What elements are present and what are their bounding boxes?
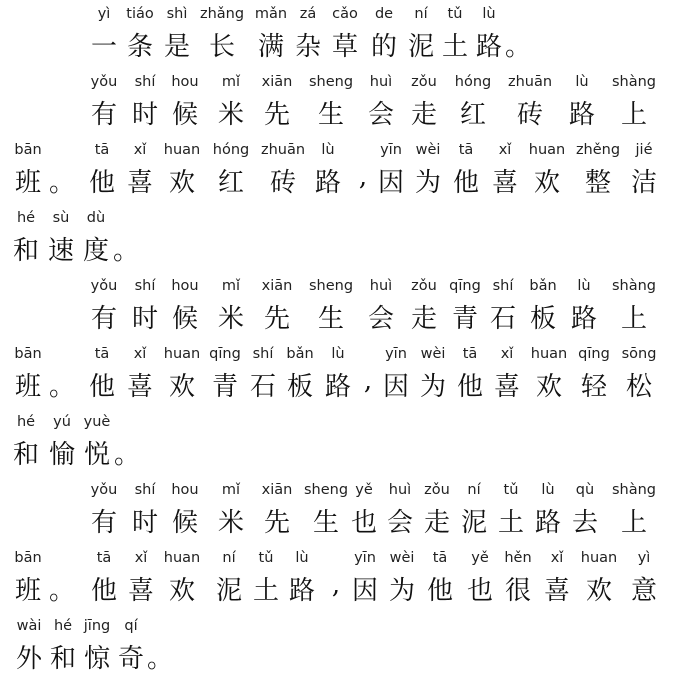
pinyin: bǎn: [529, 278, 557, 294]
hanzi: 为: [414, 168, 442, 198]
hanzi: 路: [475, 32, 503, 62]
pinyin: tǔ: [503, 482, 519, 498]
pinyin: tiáo: [126, 6, 154, 22]
hanzi: 喜: [126, 168, 154, 198]
hanzi: 欢: [168, 576, 196, 606]
pinyin: xǐ: [133, 142, 147, 158]
hanzi: 时: [131, 508, 159, 538]
hanzi: 时: [131, 100, 159, 130]
pinyin: huan: [580, 550, 618, 566]
hanzi: 的: [370, 32, 398, 62]
pinyin: xǐ: [133, 346, 147, 362]
hanzi: 生: [317, 304, 345, 334]
text-line: [0, 550, 675, 618]
hanzi: 泥: [460, 508, 488, 538]
pinyin: lù: [295, 550, 309, 566]
hanzi: 会: [367, 304, 395, 334]
hanzi: 速: [47, 236, 75, 266]
pinyin: lù: [541, 482, 555, 498]
pinyin: shí: [134, 482, 156, 498]
pinyin: xǐ: [134, 550, 148, 566]
pinyin: huan: [163, 346, 201, 362]
pinyin: mǐ: [221, 74, 241, 90]
hanzi: 板: [286, 372, 314, 402]
hanzi: 去: [571, 508, 599, 538]
hanzi: 泥: [215, 576, 243, 606]
hanzi: 路: [568, 100, 596, 130]
pinyin: sheng: [308, 278, 354, 294]
pinyin: tā: [432, 550, 448, 566]
hanzi: 他: [88, 168, 116, 198]
hanzi: 喜: [491, 168, 519, 198]
punctuation: 。: [48, 168, 76, 198]
hanzi: 土: [252, 576, 280, 606]
pinyin: shí: [134, 278, 156, 294]
pinyin: wèi: [389, 550, 415, 566]
hanzi: 泥: [407, 32, 435, 62]
hanzi: 草: [331, 32, 359, 62]
pinyin: hěn: [504, 550, 532, 566]
pinyin: hóng: [454, 74, 492, 90]
pinyin: shàng: [611, 482, 657, 498]
pinyin: yǒu: [90, 278, 118, 294]
hanzi: 先: [263, 508, 291, 538]
pinyin: lù: [577, 278, 591, 294]
pinyin: yīn: [354, 550, 376, 566]
hanzi: 也: [466, 576, 494, 606]
pinyin: zǒu: [411, 278, 437, 294]
hanzi: 喜: [126, 372, 154, 402]
hanzi: 悦: [83, 440, 111, 470]
pinyin: ní: [222, 550, 236, 566]
hanzi: 他: [452, 168, 480, 198]
hanzi: 洁: [630, 168, 658, 198]
hanzi: 上: [620, 304, 648, 334]
pinyin: tā: [94, 142, 110, 158]
pinyin: yīn: [385, 346, 407, 362]
pinyin: xiān: [261, 74, 293, 90]
hanzi: 走: [423, 508, 451, 538]
hanzi: 青: [211, 372, 239, 402]
pinyin: lù: [575, 74, 589, 90]
pinyin: huì: [369, 74, 393, 90]
pinyin: huan: [163, 550, 201, 566]
hanzi: 有: [90, 304, 118, 334]
hanzi: 欢: [535, 372, 563, 402]
hanzi: 红: [459, 100, 487, 130]
pinyin: zhěng: [575, 142, 621, 158]
text-line: [0, 6, 675, 74]
hanzi: 班: [14, 372, 42, 402]
hanzi: 有: [90, 508, 118, 538]
hanzi: 候: [171, 100, 199, 130]
pinyin: zhǎng: [199, 6, 245, 22]
pinyin: jié: [635, 142, 653, 158]
hanzi: 奇: [117, 644, 145, 674]
hanzi: 土: [441, 32, 469, 62]
pinyin: qù: [575, 482, 595, 498]
hanzi: 青: [451, 304, 479, 334]
pinyin: yě: [471, 550, 489, 566]
hanzi: 意: [630, 576, 658, 606]
pinyin: wèi: [420, 346, 446, 362]
hanzi: 因: [377, 168, 405, 198]
hanzi: 班: [14, 576, 42, 606]
pinyin: shí: [134, 74, 156, 90]
pinyin: yì: [97, 6, 111, 22]
pinyin: huan: [530, 346, 568, 362]
punctuation: ,: [331, 570, 341, 600]
hanzi: 欢: [585, 576, 613, 606]
pinyin: yú: [53, 414, 71, 430]
pinyin: tǔ: [258, 550, 274, 566]
pinyin: huan: [163, 142, 201, 158]
hanzi: 生: [312, 508, 340, 538]
pinyin: yīn: [380, 142, 402, 158]
pinyin: qīng: [209, 346, 241, 362]
hanzi: 他: [88, 372, 116, 402]
pinyin: qīng: [578, 346, 610, 362]
hanzi: 候: [171, 304, 199, 334]
pinyin: xǐ: [550, 550, 564, 566]
pinyin: huì: [369, 278, 393, 294]
pinyin: bān: [14, 142, 42, 158]
pinyin: hóng: [212, 142, 250, 158]
hanzi: 班: [14, 168, 42, 198]
hanzi: 是: [163, 32, 191, 62]
pinyin: hé: [16, 210, 36, 226]
hanzi: 喜: [493, 372, 521, 402]
hanzi: 惊: [83, 644, 111, 674]
hanzi: 愉: [48, 440, 76, 470]
hanzi: 欢: [168, 168, 196, 198]
pinyin: tā: [94, 346, 110, 362]
pinyin: lù: [321, 142, 335, 158]
pinyin: shàng: [611, 74, 657, 90]
hanzi: 一: [90, 32, 118, 62]
pinyin: sheng: [303, 482, 349, 498]
pinyin: tā: [458, 142, 474, 158]
pinyin: bān: [14, 550, 42, 566]
pinyin: zǒu: [411, 74, 437, 90]
hanzi: 也: [350, 508, 378, 538]
hanzi: 红: [217, 168, 245, 198]
hanzi: 杂: [294, 32, 322, 62]
pinyin: mǐ: [221, 482, 241, 498]
pinyin: bǎn: [286, 346, 314, 362]
hanzi: 走: [410, 304, 438, 334]
pinyin: huì: [388, 482, 412, 498]
pinyin: jīng: [83, 618, 111, 634]
hanzi: 上: [620, 100, 648, 130]
hanzi: 走: [410, 100, 438, 130]
hanzi: 上: [620, 508, 648, 538]
pinyin: qí: [124, 618, 138, 634]
punctuation: 。: [504, 32, 532, 62]
pinyin: cǎo: [332, 6, 358, 22]
hanzi: 喜: [543, 576, 571, 606]
hanzi: 路: [570, 304, 598, 334]
text-line: [0, 142, 675, 210]
pinyin: mǎn: [254, 6, 288, 22]
hanzi: 米: [217, 508, 245, 538]
hanzi: 路: [534, 508, 562, 538]
pinyin: sù: [52, 210, 70, 226]
punctuation: 。: [112, 236, 140, 266]
text-line: [0, 210, 675, 278]
hanzi: 有: [90, 100, 118, 130]
hanzi: 时: [131, 304, 159, 334]
pinyin: yì: [637, 550, 651, 566]
text-line: [0, 278, 675, 346]
pinyin: huan: [528, 142, 566, 158]
pinyin: hé: [53, 618, 73, 634]
hanzi: 米: [217, 304, 245, 334]
hanzi: 欢: [168, 372, 196, 402]
pinyin: shàng: [611, 278, 657, 294]
pinyin: tā: [462, 346, 478, 362]
hanzi: 他: [456, 372, 484, 402]
hanzi: 因: [351, 576, 379, 606]
hanzi: 轻: [580, 372, 608, 402]
pinyin: ní: [467, 482, 481, 498]
punctuation: 。: [113, 440, 141, 470]
pinyin: de: [374, 6, 394, 22]
punctuation: ,: [358, 162, 368, 192]
hanzi: 候: [171, 508, 199, 538]
pinyin: xiān: [261, 482, 293, 498]
pinyin: ní: [414, 6, 428, 22]
hanzi: 因: [382, 372, 410, 402]
text-line: [0, 482, 675, 550]
hanzi: 会: [386, 508, 414, 538]
hanzi: 外: [15, 644, 43, 674]
hanzi: 会: [367, 100, 395, 130]
pinyin: xǐ: [500, 346, 514, 362]
text-line: [0, 618, 675, 686]
punctuation: 。: [48, 372, 76, 402]
hanzi: 松: [625, 372, 653, 402]
hanzi: 整: [584, 168, 612, 198]
pinyin: yě: [355, 482, 373, 498]
pinyin: wèi: [415, 142, 441, 158]
hanzi: 先: [263, 100, 291, 130]
hanzi: 砖: [516, 100, 544, 130]
hanzi: 土: [497, 508, 525, 538]
hanzi: 板: [529, 304, 557, 334]
hanzi: 欢: [533, 168, 561, 198]
pinyin: tǔ: [447, 6, 463, 22]
hanzi: 为: [388, 576, 416, 606]
hanzi: 路: [324, 372, 352, 402]
pinyin: qīng: [449, 278, 481, 294]
hanzi: 喜: [127, 576, 155, 606]
hanzi: 石: [249, 372, 277, 402]
text-line: [0, 414, 675, 482]
hanzi: 石: [489, 304, 517, 334]
hanzi: 他: [426, 576, 454, 606]
pinyin: sheng: [308, 74, 354, 90]
pinyin: yǒu: [90, 482, 118, 498]
pinyin: zhuān: [507, 74, 553, 90]
pinyin: hou: [171, 278, 199, 294]
pinyin: zǒu: [424, 482, 450, 498]
pinyin: zá: [299, 6, 317, 22]
pinyin: yǒu: [90, 74, 118, 90]
hanzi: 生: [317, 100, 345, 130]
hanzi: 路: [288, 576, 316, 606]
text-line: [0, 74, 675, 142]
pinyin: shì: [166, 6, 188, 22]
pinyin: lù: [482, 6, 496, 22]
pinyin: hé: [16, 414, 36, 430]
hanzi: 和: [12, 440, 40, 470]
text-line: [0, 346, 675, 414]
hanzi: 度: [82, 236, 110, 266]
hanzi: 路: [314, 168, 342, 198]
punctuation: 。: [48, 576, 76, 606]
pinyin: shí: [492, 278, 514, 294]
hanzi: 长: [208, 32, 236, 62]
pinyin: lù: [331, 346, 345, 362]
pinyin: hou: [171, 74, 199, 90]
hanzi: 满: [257, 32, 285, 62]
pinyin: xǐ: [498, 142, 512, 158]
pinyin: shí: [252, 346, 274, 362]
hanzi: 和: [12, 236, 40, 266]
punctuation: ,: [363, 366, 373, 396]
pinyin: dù: [86, 210, 106, 226]
punctuation: 。: [146, 644, 174, 674]
hanzi: 很: [504, 576, 532, 606]
pinyin: yuè: [83, 414, 111, 430]
hanzi: 为: [419, 372, 447, 402]
hanzi: 砖: [269, 168, 297, 198]
pinyin: hou: [171, 482, 199, 498]
hanzi: 先: [263, 304, 291, 334]
pinyin: sōng: [621, 346, 657, 362]
hanzi: 他: [90, 576, 118, 606]
pinyin: wài: [16, 618, 42, 634]
pinyin: mǐ: [221, 278, 241, 294]
pinyin: bān: [14, 346, 42, 362]
hanzi: 米: [217, 100, 245, 130]
pinyin: xiān: [261, 278, 293, 294]
pinyin: tā: [96, 550, 112, 566]
hanzi: 条: [126, 32, 154, 62]
hanzi: 和: [49, 644, 77, 674]
pinyin: zhuān: [260, 142, 306, 158]
